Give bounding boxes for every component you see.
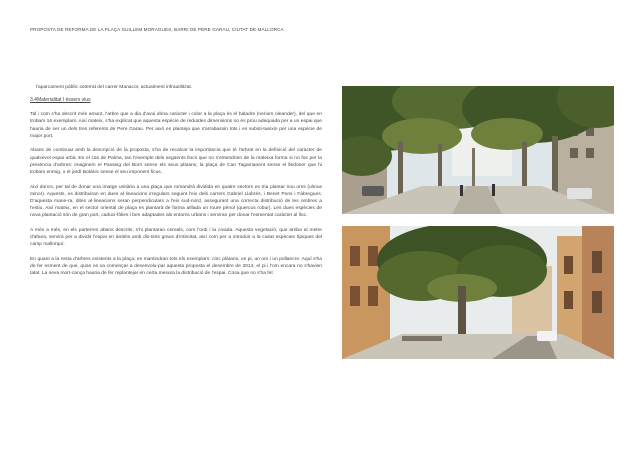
boulevard-photo <box>342 86 614 214</box>
street-tree-photo <box>342 226 614 359</box>
boulevard-photo-image <box>342 86 614 214</box>
document-header: PROPOSTA DE REFORMA DE LA PLAÇA GUILLEM MORAGUES, BARRI DE PERE GARAU, CIUTAT DE MALLORCA <box>30 27 284 32</box>
paragraph: En quant a la resta d'arbres existents a la plaça, es mantindran tots els exemplars: cinc plàtans, un pi, un om i un pollancre. Aquí s'ha de fer esment de que, quan es va començar a desenvolu-par aquesta proposta el desembre de 2014, el pi i l'om encara no s'havien talat. La seva mort-cança hauria de fer replantejar en certa mesura la distribució de l'espai. Cosa que no s'ha fet <box>30 257 322 277</box>
paragraph: Així doncs, per tal de donar una imatge unitària a una plaça que romandrà dividida en quatre sectors es tria plantar nou oms (ulmus minor). Aquests, es distribuiran en dues al·lineacions irregulars seguint l'eix dels carrers Gabriel Llabrés, i Benet Pons i Fàbregues. D'aquesta mane-ra, dites al·lineacions seran perpendiculars a l'eix sud-nord, assegurant una correcta distribució de les ombres a l'estiu. Així mateix, en el sector oriental de plaça es plantarà de forma aïllada un roure pènol (quercus robur). Les dues espècies de nova plantació són de gran port, caduci-fòlies i ben adaptades als entorns urbans i serviran per donar l'esmentat caràcter al lloc. <box>30 184 322 219</box>
paragraph: Tal i com s'ha descrit més amunt, l'arbre que a dia d'avui dóna caràcter i color a la plaça és el baladre (nerium oleander), del que en trobam 16 exemplars. Així mateix, s'ha explicat que aquesta espècie de reduïdes dimensions no és prou adequada per a un espai que hauria de ser un dels tres referents de Pere Garau. Per això es planteja que s'arrabassin tots i es substi-tueixin per una espècie de major port. <box>30 112 322 139</box>
section-heading: 3.4Materialitat I éssers vius <box>30 97 91 104</box>
street-tree-photo-image <box>342 226 614 359</box>
text-column <box>30 84 322 285</box>
paragraph: Abans de continuar amb la descripció de la proposta, s'ha de recalcar la importància que té l'arbrat en la definició del caràcter de qualsevol espai urbà. En el cas de Palma, tan l'exemple dels següents llocs que no s'entendrien de la mateixa forma si no fos per la presència d'arbres: imaginem el Passeig del Born sense els seus plàtans, la plaça de Can Tagamanent sense el lledoner que hi trobam enmig, o el jardí Botànic sense el seu imponent ficus. <box>30 148 322 176</box>
paragraph: A més a més, en els parterres abans descrits, s'hi plantaran cereals, com l'ordi i la civada. Aquesta vegetació, que arriba al metre d'altura, servirà per a dividir l'espai en àmbits amb dis-tints graus d'intimitat, així com per a introduir a la ciutat espècies típiques del camp mallorquí. <box>30 228 322 248</box>
paragraph: l'aparcament públic soterrat del carrer Manacor, actualment infrautilitzat. <box>36 85 193 90</box>
